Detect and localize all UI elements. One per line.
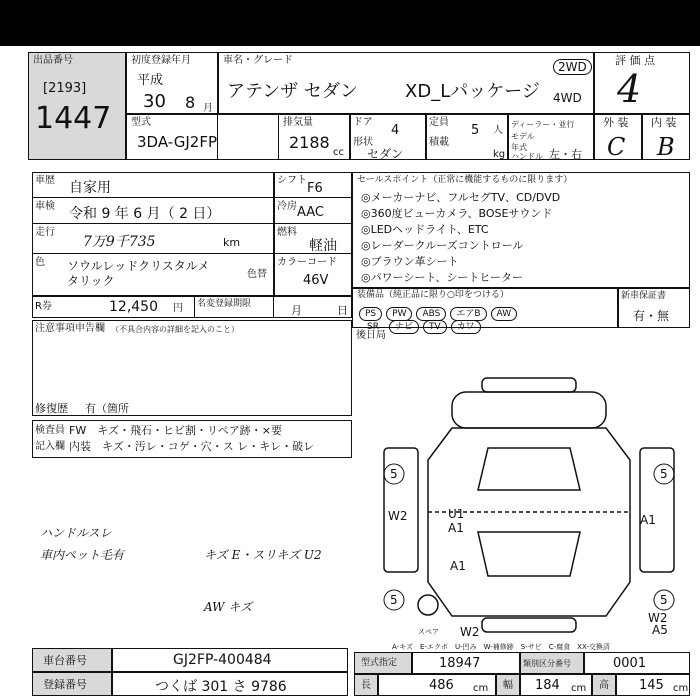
model-designation-box xyxy=(412,652,520,674)
length-label-box xyxy=(354,674,378,696)
sales-points-label: セールスポイント（正常に機能するものに限ります） xyxy=(357,175,573,185)
reg-year-label: 初度登録年月 xyxy=(131,55,191,66)
mark-a1-left-rear: A1 xyxy=(450,559,466,573)
mileage-unit: km xyxy=(223,236,241,249)
width-box xyxy=(520,674,592,696)
fuel-value: 軽油 xyxy=(309,238,337,254)
dealer-box xyxy=(508,114,594,160)
height-value: 145 xyxy=(639,678,664,693)
height-label-box xyxy=(592,674,616,696)
color-code-label: カラーコード xyxy=(277,257,337,268)
spare-label: スペア xyxy=(418,628,439,636)
disp-label: 排気量 xyxy=(283,117,313,128)
diagram-legend: A-キズ E-エクボ U-凹み W-補修跡 S-サビ C-腐食 XX-交換済 xyxy=(392,643,610,651)
history-label: 車歴 xyxy=(35,175,55,186)
equip-leather: カワ xyxy=(451,320,481,334)
mark-a5: A5 xyxy=(652,623,668,637)
sales-point-2: ◎360度ビューカメラ、BOSEサウンド xyxy=(361,207,553,220)
notes-label: 注意事項申告欄 xyxy=(35,323,105,334)
history-value: 自家用 xyxy=(69,180,111,196)
category-box xyxy=(584,652,690,674)
disp-unit: cc xyxy=(333,147,344,158)
reg-month: 8 xyxy=(185,93,196,112)
weight-unit: kg xyxy=(493,149,506,160)
length-box xyxy=(378,674,496,696)
door-box xyxy=(350,114,426,160)
mark-a1-right: A1 xyxy=(640,513,656,527)
shaken-label: 車検 xyxy=(35,201,55,212)
hand-note-1: ハンドルスレ xyxy=(40,526,112,540)
width-value: 184 xyxy=(535,678,560,693)
dims-label: 積載 xyxy=(429,137,449,148)
front-bumper xyxy=(482,378,576,392)
color-code-value: 46V xyxy=(303,273,329,288)
chassis-label-box xyxy=(32,648,112,672)
plate-value-box xyxy=(112,672,348,696)
equip-tv: TV xyxy=(423,320,447,334)
score-box xyxy=(594,52,690,114)
cap-unit: 人 xyxy=(493,125,503,136)
tax-label: 名変登録期限 xyxy=(197,299,252,309)
model-year-label: モデル年式 xyxy=(511,132,535,152)
color-change-label: 色替 xyxy=(247,269,267,280)
int-score-box xyxy=(642,114,690,160)
hood-outline xyxy=(452,392,606,428)
sales-point-3: ◎LEDヘッドライト、ETC xyxy=(361,223,489,236)
top-black-bar xyxy=(0,0,700,46)
height-box xyxy=(616,674,690,696)
equip-aw: AW xyxy=(491,307,518,321)
fuel-label: 燃料 xyxy=(277,227,297,238)
handle-label: ハンドル xyxy=(511,152,543,161)
detail-left-block xyxy=(32,172,274,296)
manual-label: 新車保証書 xyxy=(621,291,667,301)
mark-w2-left: W2 xyxy=(388,509,408,523)
mark-w2-rear: W2 xyxy=(460,625,480,639)
length-label: 長 xyxy=(361,680,371,691)
mileage-value: 7万9千735 xyxy=(83,234,156,250)
equip-abs: ABS xyxy=(416,307,446,321)
equip-sr: SR xyxy=(367,322,379,332)
mark-rl-tire: 5 xyxy=(390,593,398,607)
category-value: 0001 xyxy=(613,656,647,671)
ac-value: AAC xyxy=(297,205,324,220)
lot-sub: [2193] xyxy=(43,81,87,96)
notes-sub: （不具合内容の詳細を記入のこと） xyxy=(111,325,239,334)
equipment-label: 装備品（純正品に限り○印をつける） xyxy=(357,290,509,300)
equip-pw: PW xyxy=(386,307,412,321)
cap-value: 5 xyxy=(471,123,480,138)
reg-year-box xyxy=(126,52,218,114)
inspector-label-1: 検査員 xyxy=(35,425,65,436)
model-designation-value: 18947 xyxy=(439,656,481,671)
tax-day: 日 xyxy=(337,304,348,317)
rear-bumper xyxy=(482,618,576,632)
dealer-label: ディーラー・並行 xyxy=(511,120,575,129)
sales-point-6: ◎パワーシート、シートヒーター xyxy=(361,271,523,284)
door-label: ドア xyxy=(353,117,373,128)
mark-fl-tire: 5 xyxy=(390,467,398,481)
mark-w2-right: W2 xyxy=(648,611,668,625)
reg-month-unit: 月 xyxy=(203,103,213,114)
sales-points-box xyxy=(352,172,690,288)
tax-box xyxy=(194,296,352,318)
shape-label: 形状 xyxy=(353,137,373,148)
reg-era: 平成 xyxy=(137,73,164,88)
hand-note-3: キズ E・スリキズ U2 xyxy=(204,548,322,562)
hand-note-4: AW キズ xyxy=(204,600,253,614)
equip-airbag: エアB xyxy=(450,307,486,321)
mark-u1: U1 xyxy=(448,507,465,521)
equip-navi: ナビ xyxy=(389,320,419,334)
shift-label: シフト xyxy=(277,175,307,186)
ext-label: 外 装 xyxy=(603,116,629,129)
int-label: 内 装 xyxy=(651,116,677,129)
equipment-box xyxy=(352,288,618,332)
lot-label: 出品番号 xyxy=(33,55,73,66)
width-label: 幅 xyxy=(503,680,513,691)
tax-unit: 月 xyxy=(291,304,302,317)
detail-mid-block xyxy=(274,172,352,296)
plate-label-box xyxy=(32,672,112,696)
after-label: 後日局 xyxy=(356,330,386,341)
ext-value: C xyxy=(607,133,626,161)
cap-label: 定員 xyxy=(429,117,449,128)
recycle-label: R券 xyxy=(35,301,52,312)
plate-label: 登録番号 xyxy=(43,678,87,691)
model-name-box xyxy=(218,52,594,114)
handle-value: 左・右 xyxy=(549,148,582,161)
width-unit: cm xyxy=(571,683,587,694)
model-grade: XD_Lパッケージ xyxy=(405,81,540,102)
height-unit: cm xyxy=(673,683,689,694)
model-designation-label: 型式指定 xyxy=(361,658,398,668)
ac-label: 冷房 xyxy=(277,201,297,212)
chassis-label: 車台番号 xyxy=(43,654,87,667)
model-designation-label-box xyxy=(354,652,412,674)
mark-a1-door: A1 xyxy=(448,521,464,535)
lot-number: 1447 xyxy=(35,101,112,136)
drive-4wd: 4WD xyxy=(553,91,582,105)
int-value: B xyxy=(657,133,675,161)
model-name-label: 車名・グレード xyxy=(223,55,293,66)
inspection-box xyxy=(32,420,352,458)
width-label-box xyxy=(496,674,520,696)
chassis-value: GJ2FP-400484 xyxy=(173,652,272,668)
category-label: 類別区分番号 xyxy=(523,659,571,668)
model-code-label: 型式 xyxy=(131,117,151,128)
ext-score-box xyxy=(594,114,642,160)
model-code-box xyxy=(126,114,218,160)
shift-value: F6 xyxy=(307,181,323,196)
inspector-label-2: 記入欄 xyxy=(35,441,65,452)
shaken-value: 令和 9 年 6 月（ 2 日） xyxy=(69,206,221,222)
lot-box xyxy=(28,52,126,160)
sales-point-5: ◎ブラウン革シート xyxy=(361,255,459,268)
capacity-box xyxy=(426,114,508,160)
disp-value: 2188 xyxy=(289,133,330,152)
inspection-line-1: FW キズ・飛石・ヒビ割・リペア跡・×要 xyxy=(69,424,282,437)
recycle-value: 12,450 xyxy=(109,299,158,315)
category-label-box xyxy=(520,652,584,674)
rear-window xyxy=(478,532,580,576)
drive-2wd: 2WD xyxy=(553,59,592,75)
manual-box xyxy=(618,288,690,328)
mileage-label: 走行 xyxy=(35,227,55,238)
sales-point-4: ◎レーダークルーズコントロール xyxy=(361,239,524,252)
reg-year: 30 xyxy=(143,91,166,112)
equip-ps: PS xyxy=(359,307,382,321)
recycle-unit: 円 xyxy=(173,303,183,314)
shape-value: セダン xyxy=(367,147,404,161)
disp-box xyxy=(278,114,350,160)
score-value: 4 xyxy=(617,67,642,111)
notes-box xyxy=(32,320,352,416)
length-unit: cm xyxy=(473,683,489,694)
model-name: アテンザ セダン xyxy=(227,81,359,102)
windshield xyxy=(478,448,580,490)
model-code: 3DA-GJ2FP xyxy=(137,133,217,151)
sales-point-1: ◎メーカーナビ、フルセグTV、CD/DVD xyxy=(361,191,561,204)
repair-value: 有（箇所 xyxy=(85,402,129,415)
repair-label: 修復歴 xyxy=(35,402,68,415)
hand-note-2: 車内ペット毛有 xyxy=(40,548,125,562)
plate-value: つくば 301 さ 9786 xyxy=(155,679,287,695)
door-value: 4 xyxy=(391,123,400,138)
color-label: 色 xyxy=(35,257,45,268)
color-value: ソウルレッドクリスタルメタリック xyxy=(67,259,210,288)
manual-value: 有・無 xyxy=(633,309,670,323)
inspection-line-2: 内装 キズ・汚レ・コゲ・穴・ス レ・キレ・破レ xyxy=(69,440,315,453)
auction-sheet xyxy=(28,46,690,700)
chassis-value-box xyxy=(112,648,348,672)
height-label: 高 xyxy=(599,680,609,691)
mark-fr-tire: 5 xyxy=(660,467,668,481)
car-diagram xyxy=(368,372,690,642)
score-label: 評 価 点 xyxy=(615,54,655,67)
spare-tire xyxy=(418,595,438,615)
length-value: 486 xyxy=(429,678,454,693)
mark-rr-tire: 5 xyxy=(660,593,668,607)
